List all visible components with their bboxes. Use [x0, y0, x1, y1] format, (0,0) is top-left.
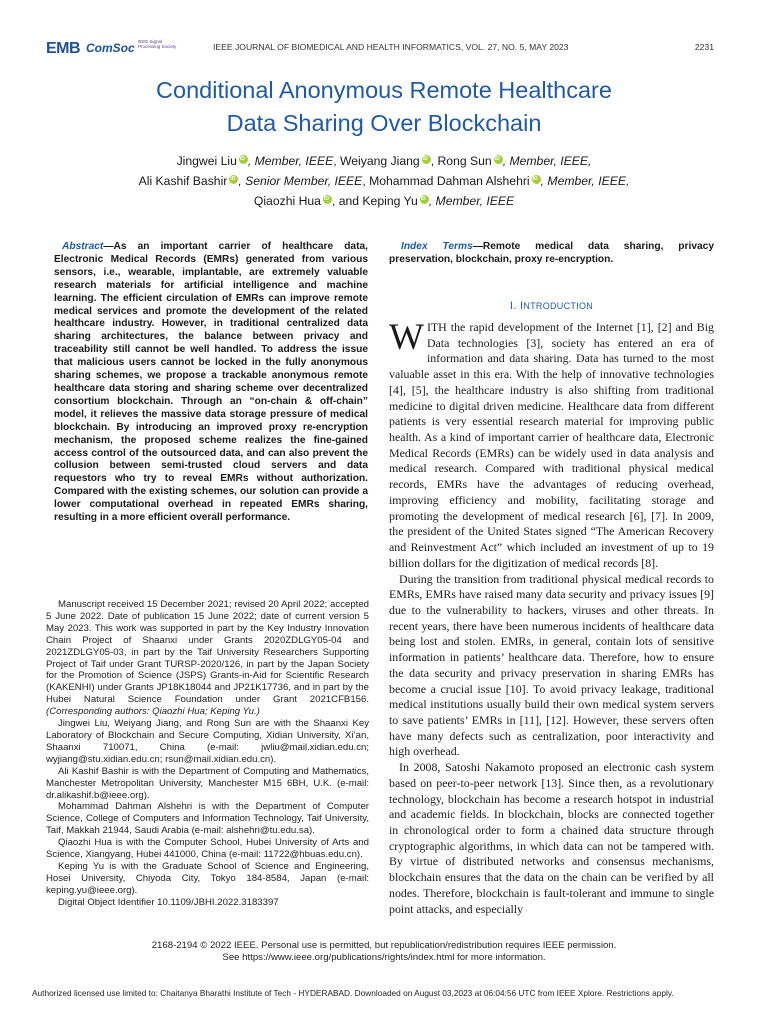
abstract [54, 241, 368, 525]
abstract-label: Abstract [62, 241, 104, 252]
index-terms-label: Index Terms [401, 241, 473, 252]
footnote-affiliation: Keping Yu is with the Graduate School of Science and Engineering, Hosei University, Chiyoda City, Tokyo 184-8584, Japan (e-mail: keping.yu@ieee.org). [46, 860, 369, 896]
paragraph: ITH the rapid development of the Internet [1], [2] and Big Data technologies [3], society has entered an era of information and data sharing. Data has turned to the most valuable asset in this era. With the help of innovative technologies [4], [5], the healthcare industry is also shifting from traditional medicine to digital driven medicine. Healthcare data from different patients is very essential research material for improving public health. As a kind of important carrier of healthcare data, Electronic Medical Records (EMRs) can be widely used in data analysis and medical research. Compared with traditional physical medical records, EMRs have the advantages of reducing overhead, improving efficiency and mobility, facilitating storage and promoting the development of medical research [6], [7]. In 2009, the president of the United States signed “The American Recovery and Reinvestment Act” which included an investment of up to 19 billion dollars for the digitization of medical records [8]. [389, 320, 714, 570]
corresponding-authors: (Corresponding authors: Qiaozhi Hua; Keping Yu.) [46, 706, 260, 718]
footnote-funding: Manuscript received 15 December 2021; revised 20 April 2022; accepted 5 June 2022. Date of publication 15 June 2022; date of current version 5 May 2023. This work was supported in part by the Key Industry Innovation Chain Project of Shaanxi under Grants 2020ZDLGY05-04 and 2021ZDLGY05-03, in part by the Taif University Researchers Supporting Project of Taif under Grant TURSP-2020/126, in part by the Japan Society for the Promotion of Science (JSPS) Grants-in-Aid for Scientific Research (KAKENHI) under Grants JP18K18044 and JP21K17736, and in part by the Hubei Natural Science Foundation under Grant 2021CFB156. [46, 599, 369, 706]
author-role: , Member, IEEE, [502, 154, 592, 168]
paragraph: In 2008, Satoshi Nakamoto proposed an electronic cash system based on peer-to-peer network [13]. Since then, as a revolutionary technology, blockchain has become a research hotspot in industrial and academic fields. In blockchain, blocks are connected together in chronological order to form a chained data structure through cryptographic algorithms, in which data can not be tampered with. By virtue of distributed networks and consensus mechanisms, blockchain ensures that the data on the chain can be verified by all nodes. Therefore, blockchain is fault-tolerant and immune to single point attacks, and especially [389, 760, 714, 916]
author-list [40, 152, 728, 211]
title-line-1: Conditional Anonymous Remote Healthcare [156, 77, 612, 103]
author-role: , Member, IEEE [428, 193, 515, 208]
author-name: , Rong Sun [430, 154, 492, 168]
paper-title [40, 74, 728, 140]
author-role: , Member, IEEE, [540, 173, 630, 188]
drop-cap: W [389, 317, 424, 358]
index-terms-text: —Remote medical data sharing, privacy preservation, blockchain, proxy re-encryption. [389, 241, 714, 265]
page-number: 2231 [694, 42, 714, 52]
society-logos [46, 38, 176, 64]
orcid-icon[interactable] [422, 155, 431, 164]
footnote-affiliation: Ali Kashif Bashir is with the Department of Computing and Mathematics, Manchester Metropolitan University, Manchester M15 6BH, U.K. (e-mail: dr.alikashif.b@ieee.org). [46, 765, 369, 801]
first-page-footnote [46, 599, 369, 909]
page-header [0, 0, 768, 70]
license-notice: Authorized licensed use limited to: Chaitanya Bharathi Institute of Tech - HYDERABAD. Downloaded on August 03,2023 at 06:04:56 UTC from IEEE Xplore. Restrictions apply. [32, 988, 674, 998]
doi[interactable]: Digital Object Identifier 10.1109/JBHI.2022.3183397 [58, 896, 279, 908]
comsoc-logo: ComSoc [86, 41, 135, 55]
author-role: , Senior Member, IEEE [238, 173, 363, 188]
rights-link[interactable]: See https://www.ieee.org/publications/rights/index.html for more information. [222, 951, 546, 963]
abstract-text: —As an important carrier of healthcare data, Electronic Medical Records (EMRs) generated from various sensors, i.e., wearable, implantable, are extremely valuable research materials for artificial intelligence and machine learning. The efficient circulation of EMRs can improve remote medical services and promote the development of the related healthcare industry. However, in traditional centralized data sharing architectures, the balance between privacy and traceability still cannot be well handled. To address the issue that malicious users cannot be locked in the fully anonymous sharing schemes, we propose a trackable anonymous remote healthcare data storing and sharing scheme over decentralized consortium blockchain. Through an “on-chain & off-chain” model, it relieves the massive data storage pressure of medical blockchain. By introducing an improved proxy re-encryption mechanism, the proposed scheme realizes the fine-gained access control of the outsourced data, and can also prevent the collusion between semi-trusted cloud servers and data requestors who try to reveal EMRs without authorization. Compared with the existing schemes, our solution can provide a lower computational overhead in repeated EMRs sharing, resulting in a more efficient overall performance. [54, 241, 368, 524]
orcid-icon[interactable] [532, 175, 541, 184]
orcid-icon[interactable] [420, 195, 429, 204]
author-name: Jingwei Liu [176, 154, 237, 168]
orcid-icon[interactable] [494, 155, 503, 164]
emb-logo: EMB [46, 40, 81, 57]
orcid-icon[interactable] [229, 175, 238, 184]
author-name: Ali Kashif Bashir [138, 173, 228, 188]
footnote-affiliation: Jingwei Liu, Weiyang Jiang, and Rong Sun are with the Shaanxi Key Laboratory of Blockchain and Secure Computing, Xidian University, Xi’an, Shaanxi 710071, China (e-mail: jwliu@mail.xidian.edu.cn; wyjiang@stu.xidian.edu.cn; rsun@mail.xidian.edu.cn). [46, 718, 369, 765]
index-terms [389, 241, 714, 267]
section-heading: I. INTRODUCTION [509, 300, 594, 312]
paragraph: During the transition from traditional physical medical records to EMRs, EMRs have raised many data security and privacy issues [9] due to the vulnerability to hackers, viruses and other threats. In recent years, there have been numerous incidents of healthcare data being lost and stolen. EMRs, in general, contain lots of sensitive information in patients’ healthcare data. Therefore, how to ensure the data security and privacy preservation in sharing EMRs has become a crucial issue [10]. To avoid privacy leakage, traditional medical institutions usually build their own medical system servers to save patients’ EMRs in [11], [12]. However, these servers often have many defects such as centralization, poor interactivity and high overhead. [389, 571, 714, 759]
signal-processing-society-logo: IEEE Signal Processing Society [138, 39, 177, 49]
orcid-icon[interactable] [323, 195, 332, 204]
orcid-icon[interactable] [239, 155, 248, 164]
journal-running-head: IEEE JOURNAL OF BIOMEDICAL AND HEALTH INFORMATICS, VOL. 27, NO. 5, MAY 2023 [213, 42, 569, 52]
author-role: , Member, IEEE [247, 154, 334, 168]
footnote-affiliation: Mohammad Dahman Alshehri is with the Department of Computer Science, College of Computers and Information Technology, Taif University, Taif, Makkah 21944, Saudi Arabia (e-mail: alshehri@tu.edu.sa). [46, 801, 369, 837]
body-text [389, 317, 714, 917]
copyright-notice: 2168-2194 © 2022 IEEE. Personal use is permitted, but republication/redistribution requires IEEE permission. See https://www.ieee.org/publications/rights/index.html for more information. [151, 940, 617, 963]
author-name: Qiaozhi Hua [253, 193, 321, 208]
author-name: , and Keping Yu [331, 193, 418, 208]
footnote-affiliation: Qiaozhi Hua is with the Computer School, Hubei University of Arts and Science, Xiangyang, Hubei 441000, China (e-mail: 11722@hbuas.edu.cn). [46, 837, 369, 861]
title-line-2: Data Sharing Over Blockchain [226, 110, 542, 136]
author-name: , Weiyang Jiang [333, 154, 420, 168]
author-name: , Mohammad Dahman Alshehri [362, 173, 530, 188]
